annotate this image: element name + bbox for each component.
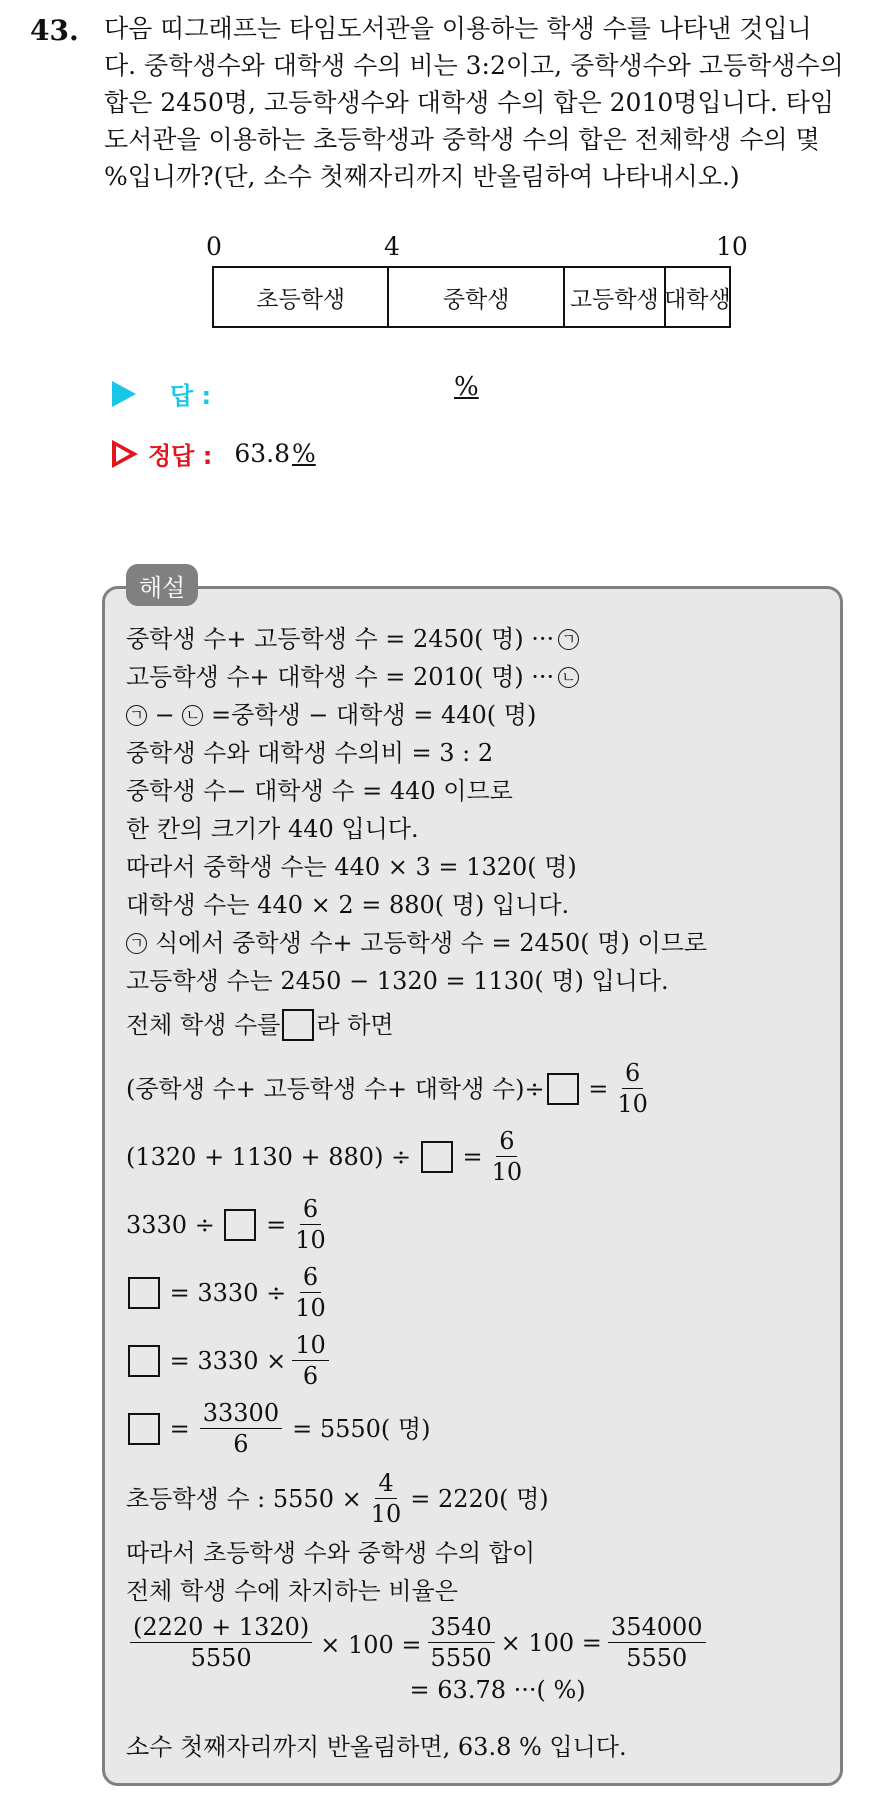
fraction: $\frac{3540}{5550}$ xyxy=(428,1612,495,1673)
fraction: $\frac{6}{10}$ xyxy=(295,1195,326,1254)
blank-box xyxy=(282,1009,314,1041)
tick-label: 0 xyxy=(206,232,222,261)
equation-line: (중학생 수+ 고등학생 수+ 대학생 수)÷ = $\frac{6}{10}$ xyxy=(126,1058,657,1119)
fraction: $\frac{4}{10}$ xyxy=(370,1469,402,1528)
fraction: $\frac{33300}{6}$ xyxy=(200,1398,282,1459)
question-line: 도서관을 이용하는 초등학생과 중학생 수의 합은 전체학생 수의 몇 xyxy=(104,125,820,154)
question-line: 합은 2450명, 고등학생수와 대학생 수의 합은 2010명입니다. 타임 xyxy=(104,88,835,117)
solution-line: ㄱ − ㄴ =중학생 − 대학생 = 440( 명) xyxy=(126,698,536,732)
solution-line: 전체 학생 수에 차지하는 비율은 xyxy=(126,1577,458,1605)
circled-mark: ㄱ xyxy=(126,705,147,726)
tick-label: 4 xyxy=(384,232,400,261)
solution-line: 한 칸의 크기가 440 입니다. xyxy=(126,815,419,843)
band-segment-middle: 중학생 xyxy=(389,268,564,326)
solution-final-line: 소수 첫째자리까지 반올림하면, 63.8 % 입니다. xyxy=(126,1733,627,1761)
solution-line: 따라서 중학생 수는 440 × 3 = 1320( 명) xyxy=(126,853,577,881)
outline-arrow-icon xyxy=(112,440,138,468)
question-line: 다음 띠그래프는 타임도서관을 이용하는 학생 수를 나타낸 것입니 xyxy=(104,14,812,43)
blank-box xyxy=(128,1345,160,1377)
equation-line: = $\frac{33300}{6}$ = 5550( 명) xyxy=(126,1398,430,1459)
band-segment-university: 대학생 xyxy=(664,286,731,313)
equation-line: 3330 ÷ = $\frac{6}{10}$ xyxy=(126,1194,335,1255)
equation-line: = 3330 ÷ $\frac{6}{10}$ xyxy=(126,1262,335,1323)
equation-line: 초등학생 수 : 5550 × $\frac{4}{10}$ = 2220( 명) xyxy=(126,1469,549,1528)
circled-mark: ㄱ xyxy=(558,629,579,650)
answer-label: 답 : xyxy=(170,382,212,410)
solution-line: 중학생 수+ 고등학생 수 = 2450( 명) ··· ㄱ xyxy=(126,622,579,656)
fraction: $\frac{6}{10}$ xyxy=(295,1263,326,1322)
solution-line: 대학생 수는 440 × 2 = 880( 명) 입니다. xyxy=(126,891,570,919)
solution-line: 전체 학생 수를 라 하면 xyxy=(126,1011,394,1039)
tick-label: 10 xyxy=(716,232,748,261)
correct-answer-row xyxy=(112,436,316,471)
question-line: %입니까?(단, 소수 첫째자리까지 반올림하여 나타내시오.) xyxy=(104,162,740,191)
correct-answer-unit: % xyxy=(292,439,316,468)
blank-box xyxy=(224,1209,256,1241)
solution-line: 고등학생 수는 2450 − 1320 = 1130( 명) 입니다. xyxy=(126,967,669,995)
equation-line: (1320 + 1130 + 880) ÷ = $\frac{6}{10}$ xyxy=(126,1126,531,1187)
fraction: $\frac{354000}{5550}$ xyxy=(608,1612,706,1673)
band-graph xyxy=(212,266,731,328)
solution-line: 따라서 초등학생 수와 중학생 수의 합이 xyxy=(126,1539,536,1567)
solution-line: 중학생 수− 대학생 수 = 440 이므로 xyxy=(126,777,513,805)
correct-answer-value: 63.8% xyxy=(234,439,316,468)
ratio-equation: $\frac{(2220 + 1320)}{5550}$ × 100 = $\frac{3540}{5550}$ × 100 = $\frac{354000}{5550}$ = 63.78 ···( %) xyxy=(130,1612,712,1707)
blank-box xyxy=(128,1413,160,1445)
fraction: $\frac{6}{10}$ xyxy=(491,1127,523,1186)
blank-box xyxy=(547,1073,579,1105)
band-segment-elementary: 초등학생 xyxy=(214,268,389,326)
fraction: $\frac{6}{10}$ xyxy=(617,1059,648,1118)
blank-box xyxy=(128,1277,160,1309)
band-segment-high: 고등학생 xyxy=(565,268,666,326)
correct-answer-label: 정답 : xyxy=(148,442,213,470)
answer-unit: % xyxy=(454,372,479,402)
solution-tag: 해설 xyxy=(126,564,198,606)
fraction: $\frac{10}{6}$ xyxy=(292,1330,329,1391)
fraction: $\frac{(2220 + 1320)}{5550}$ xyxy=(130,1612,312,1673)
circled-mark: ㄴ xyxy=(182,705,203,726)
solution-line: 고등학생 수+ 대학생 수 = 2010( 명) ··· ㄴ xyxy=(126,660,579,694)
solution-line: ㄱ 식에서 중학생 수+ 고등학생 수 = 2450( 명) 이므로 xyxy=(126,926,707,960)
answer-row xyxy=(112,376,211,411)
play-arrow-icon xyxy=(112,381,136,407)
band-graph-ticks xyxy=(206,232,748,262)
question-text xyxy=(104,10,864,195)
equation-line: = 3330 × $\frac{10}{6}$ xyxy=(126,1330,335,1391)
question-line: 다. 중학생수와 대학생 수의 비는 3:2이고, 중학생수와 고등학생수의 xyxy=(104,51,844,80)
solution-line: 중학생 수와 대학생 수의비 = 3 : 2 xyxy=(126,739,494,767)
blank-box xyxy=(421,1141,453,1173)
question-number: 43. xyxy=(30,14,79,47)
circled-mark: ㄱ xyxy=(126,933,147,954)
circled-mark: ㄴ xyxy=(558,667,579,688)
